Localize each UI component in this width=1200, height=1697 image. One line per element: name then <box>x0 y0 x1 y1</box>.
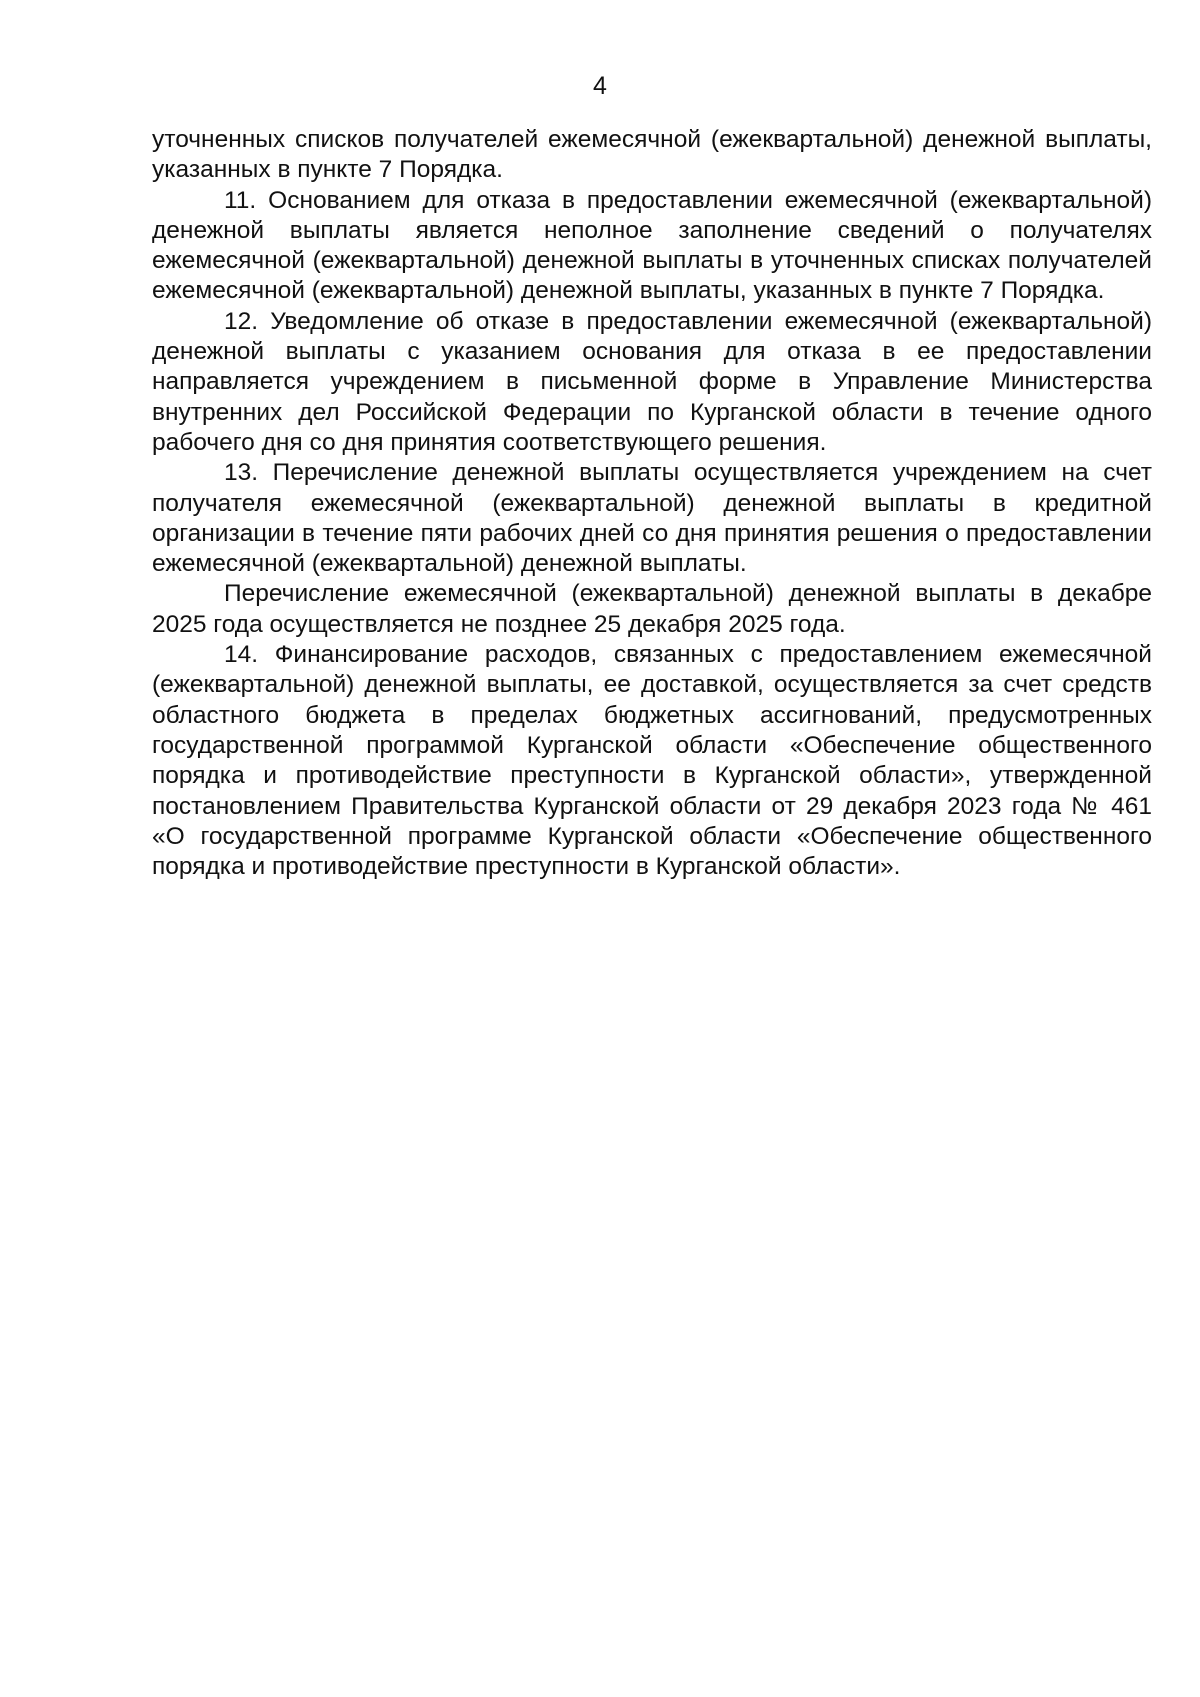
document-body <box>152 125 1152 882</box>
paragraph-item-12: 12. Уведомление об отказе в предоставлении ежемесячной (ежеквартальной) денежной выплаты с указанием основания для отказа в ее предоставлении направляется учреждением в письменной форме в Управление Министерства внутренних дел Российской Федерации по Курганской области в течение одного рабочего дня со дня принятия соответствующего решения. <box>152 307 1152 456</box>
paragraph-item-13: 13. Перечисление денежной выплаты осуществляется учреждением на счет получателя ежемесячной (ежеквартальной) денежной выплаты в кредитной организации в течение пяти рабочих дней со дня принятия решения о предоставлении ежемесячной (ежеквартальной) денежной выплаты. <box>152 459 1152 578</box>
paragraph-item-14: 14. Финансирование расходов, связанных с предоставлением ежемесячной (ежеквартальной) денежной выплаты, ее доставкой, осуществляется за счет средств областного бюджета в пределах бюджетных ассигнований, предусмотренных государственной программой Курганской области «Обеспечение общественного порядка и противодействие преступности в Курганской области», утвержденной постановлением Правительства Курганской области от 29 декабря 2023 года № 461 «О государственной программе Курганской области «Обеспечение общественного порядка и противодействие преступности в Курганской области». <box>152 641 1152 881</box>
page-number: 4 <box>593 72 607 100</box>
paragraph-item-13-december: Перечисление ежемесячной (ежеквартальной) денежной выплаты в декабре 2025 года осуществляется не позднее 25 декабря 2025 года. <box>152 580 1152 638</box>
paragraph-item-11: 11. Основанием для отказа в предоставлении ежемесячной (ежеквартальной) денежной выплаты является неполное заполнение сведений о получателях ежемесячной (ежеквартальной) денежной выплаты в уточненных списках получателей ежемесячной (ежеквартальной) денежной выплаты, указанных в пункте 7 Порядка. <box>152 186 1152 305</box>
paragraph-continuation: уточненных списков получателей ежемесячной (ежеквартальной) денежной выплаты, указанных в пункте 7 Порядка. <box>152 126 1152 184</box>
